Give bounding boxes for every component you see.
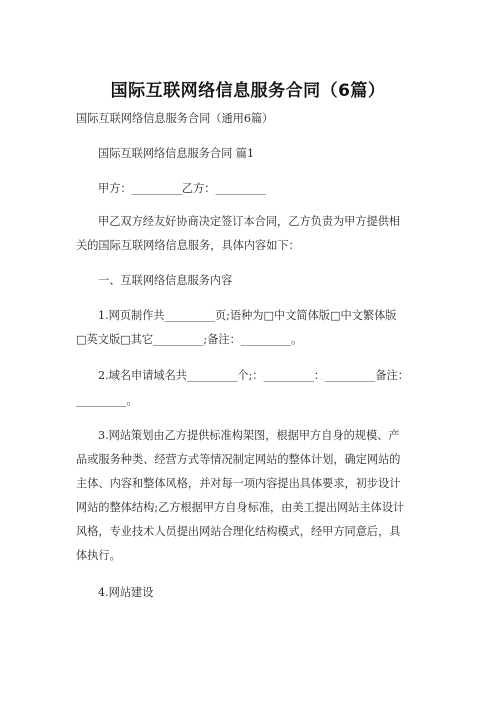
- item-2-line-2: _________。: [76, 394, 138, 407]
- intro-line-1: 甲乙双方经友好协商决定签订本合同，乙方负责为甲方提供相: [98, 215, 401, 228]
- item-3-line-4: 网站的整体结构;乙方根据甲方自身标准，由美工提出网站主体设计: [76, 501, 405, 514]
- item-3-line-6: 体执行。: [76, 549, 121, 562]
- section-heading: 国际互联网络信息服务合同 篇1: [98, 147, 255, 160]
- item-1-line-1: 1.网页制作共_________页;语种为□中文简体版□中文繁体版: [98, 309, 397, 322]
- section-one-heading: 一、互联网络信息服务内容: [98, 274, 233, 287]
- item-3-line-2: 品或服务种类、经营方式等情况制定网站的整体计划，确定网站的: [76, 453, 401, 466]
- item-3-line-5: 风格，专业技术人员提出网站合理化结构模式，经甲方同意后，具: [76, 525, 401, 538]
- item-3-line-1: 3.网站策划由乙方提供标准构架图，根据甲方自身的规模、产: [98, 429, 400, 442]
- item-1-line-2: □英文版□其它_________;备注：_________。: [76, 333, 303, 346]
- document-subtitle: 国际互联网络信息服务合同（通用6篇）: [76, 112, 274, 125]
- intro-line-2: 关的国际互联网络信息服务，具体内容如下：: [76, 239, 300, 252]
- item-4-heading: 4.网站建设: [98, 586, 154, 599]
- document-title: 国际互联网络信息服务合同（6篇）: [110, 81, 386, 101]
- item-3-line-3: 主体、内容和整体风格，并对每一项内容提出具体要求，初步设计: [76, 477, 401, 490]
- item-2-line-1: 2.域名申请域名共_________个;：_________：_________备注：: [98, 369, 409, 382]
- parties-line: 甲方：_________乙方：_________: [98, 182, 266, 195]
